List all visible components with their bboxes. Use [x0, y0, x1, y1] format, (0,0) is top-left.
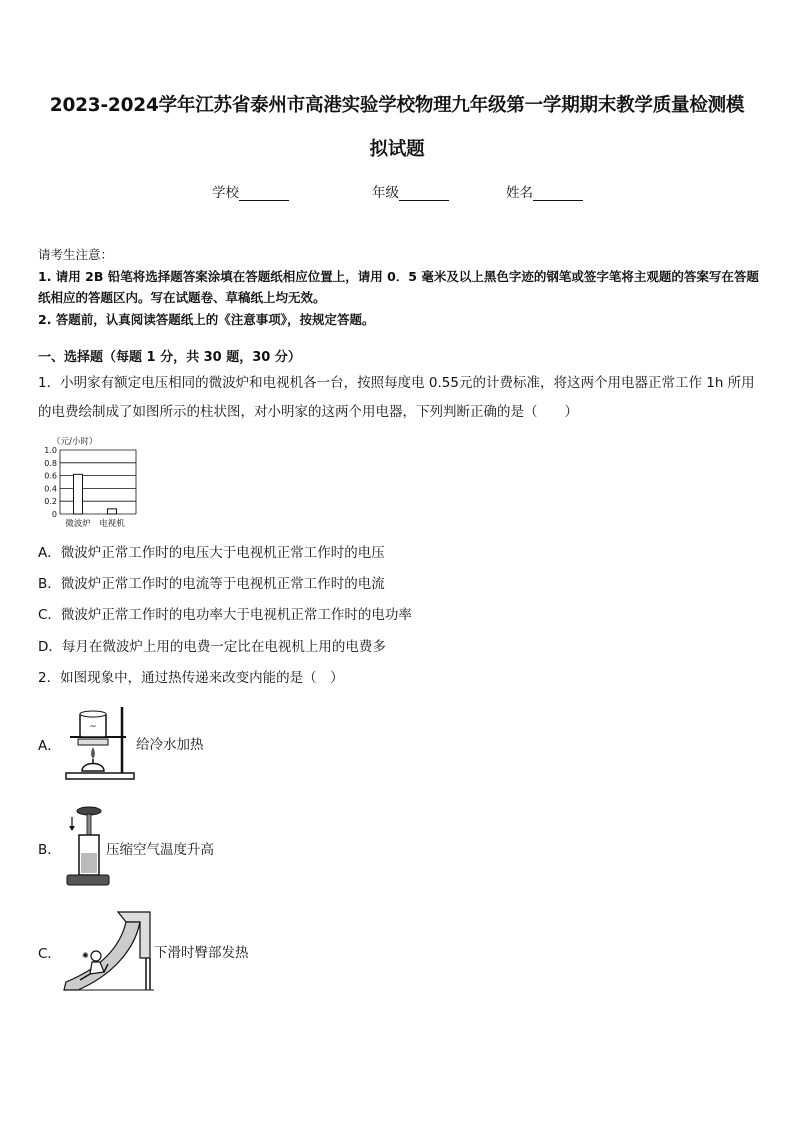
q2-option-c-caption: 下滑时臀部发热 — [154, 945, 249, 961]
chart-ytick-label: 0 — [51, 510, 57, 519]
school-field — [212, 181, 289, 201]
chart-ytick-label: 0.6 — [44, 471, 57, 481]
chart-bar-1 — [108, 509, 117, 514]
grade-label: 年级 — [372, 185, 399, 201]
chart-bar-0 — [74, 474, 83, 514]
school-blank — [239, 186, 289, 201]
q2-option-c-letter[interactable]: C． — [38, 946, 61, 962]
q1-option-b[interactable]: B．微波炉正常工作时的电流等于电视机正常工作时的电流 — [38, 576, 385, 592]
grade-blank — [399, 186, 449, 201]
notice-item-2: 2. 答题前，认真阅读答题纸上的《注意事项》，按规定答题。 — [38, 311, 375, 327]
q1-option-c[interactable]: C．微波炉正常工作时的电功率大于电视机正常工作时的电功率 — [38, 607, 412, 623]
notice-item-1: 1. 请用 2B 铅笔将选择题答案涂填在答题纸相应位置上，请用 0．5 毫米及以上黑色字迹的钢笔或签字笔将主观题的答案写在答题纸相应的答题区内。写在试题卷、草稿纸上均无效。 — [38, 268, 759, 305]
exam-notice — [38, 244, 760, 330]
section-title: 一、选择题（每题 1 分，共 30 题，30 分） — [38, 350, 301, 365]
q2-option-a-caption: 给冷水加热 — [136, 737, 204, 753]
school-label: 学校 — [212, 185, 239, 201]
paper-title-line1: 2023-2024学年江苏省泰州市高港实验学校物理九年级第一学期期末教学质量检测模 — [49, 95, 745, 116]
chart-ytick-label: 1.0 — [44, 446, 57, 455]
name-label: 姓名 — [506, 185, 533, 201]
grade-field — [372, 181, 449, 201]
chart-ytick-label: 0.4 — [44, 484, 57, 494]
name-blank — [533, 186, 583, 201]
question-1-stem: 1．小明家有额定电压相同的微波炉和电视机各一台，按照每度电 0.55元的计费标准，将这两个用电器正常工作 1h 所用的电费绘制成了如图所示的柱状图，对小明家的这两个用电器，下列判断正确的是（ ） — [38, 375, 755, 420]
paper-title-line2: 拟试题 — [369, 139, 425, 160]
slide-figure — [60, 908, 154, 992]
bar-chart — [38, 434, 148, 530]
svg-text:✺: ✺ — [82, 951, 89, 960]
q2-option-b-letter[interactable]: B． — [38, 842, 61, 858]
q2-option-b-caption: 压缩空气温度升高 — [106, 842, 214, 858]
heating-water-figure — [60, 703, 138, 783]
question-2-stem: 2．如图现象中，通过热传递来改变内能的是（ ） — [38, 670, 344, 686]
paper-title — [30, 84, 764, 172]
chart-category-label: 电视机 — [99, 519, 125, 529]
name-field — [506, 181, 583, 201]
q1-option-a[interactable]: A．微波炉正常工作时的电压大于电视机正常工作时的电压 — [38, 545, 385, 561]
chart-ytick-label: 0.2 — [44, 497, 57, 507]
notice-lead: 请考生注意： — [38, 247, 114, 262]
svg-text:~: ~ — [89, 722, 97, 732]
air-compression-figure — [62, 805, 112, 887]
q2-option-a-letter[interactable]: A． — [38, 738, 61, 754]
chart-ylabel: （元/小时） — [52, 437, 98, 447]
q1-option-d[interactable]: D．每月在微波炉上用的电费一定比在电视机上用的电费多 — [38, 639, 386, 655]
chart-ytick-label: 0.8 — [44, 458, 57, 468]
chart-category-label: 微波炉 — [65, 519, 91, 529]
